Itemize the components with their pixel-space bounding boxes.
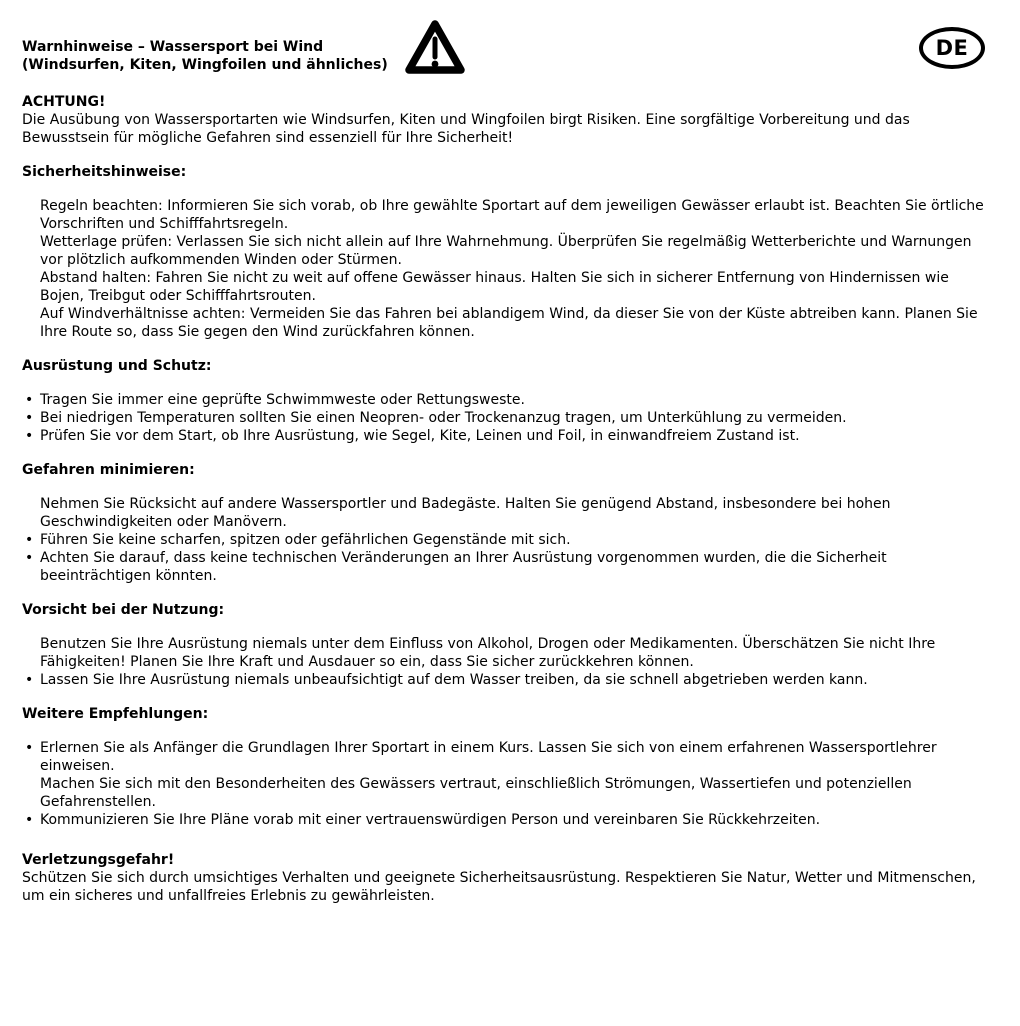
list-item: • Kommunizieren Sie Ihre Pläne vorab mit einer vertrauenswürdigen Person und vereinbaren Sie Rückkehrzeiten. xyxy=(40,811,990,829)
section-heading: Sicherheitshinweise: xyxy=(22,164,187,180)
list-item: Abstand halten: Fahren Sie nicht zu weit auf offene Gewässer hinaus. Halten Sie sich in sicherer Entfernung von Hindernissen wie Bojen, Treibgut oder Schifffahrtsrouten. xyxy=(40,270,949,304)
list-item: Auf Windverhältnisse achten: Vermeiden Sie das Fahren bei ablandigem Wind, da dieser Sie von der Küste abtreiben kann. Planen Sie Ihre Route so, dass Sie gegen den Wind zurückfahren können. xyxy=(40,306,978,340)
list-item: Regeln beachten: Informieren Sie sich vorab, ob Ihre gewählte Sportart auf dem jeweiligen Gewässer erlaubt ist. Beachten Sie örtliche Vorschriften und Schifffahrtsregeln. xyxy=(40,198,984,232)
list-item: • Achten Sie darauf, dass keine technischen Veränderungen an Ihrer Ausrüstung vorgenommen wurden, die die Sicherheit beeinträchtigen könnten. xyxy=(40,549,990,585)
section-heading: Vorsicht bei der Nutzung: xyxy=(22,602,225,618)
section-achtung xyxy=(22,93,990,147)
section-content xyxy=(40,739,990,829)
language-badge xyxy=(919,27,985,69)
list-item: Machen Sie sich mit den Besonderheiten des Gewässers vertraut, einschließlich Strömungen, Wassertiefen und potenziellen Gefahrenstellen. xyxy=(40,776,912,810)
section-vorsicht-bei-der-nutzung xyxy=(22,601,990,689)
section-ausruestung-und-schutz xyxy=(22,357,990,445)
section-heading: Gefahren minimieren: xyxy=(22,462,195,478)
section-content xyxy=(40,495,990,585)
paragraph: Schützen Sie sich durch umsichtiges Verhalten und geeignete Sicherheitsausrüstung. Respektieren Sie Natur, Wetter und Mitmenschen, um ein sicheres und unfallfreies Erlebnis zu gewährleisten. xyxy=(22,870,976,904)
paragraph: Die Ausübung von Wassersportarten wie Windsurfen, Kiten und Wingfoilen birgt Risiken. Eine sorgfältige Vorbereitung und das Bewusstsein für mögliche Gefahren sind essenziell für Ihre Sicherheit! xyxy=(22,112,910,146)
title-line-2: (Windsurfen, Kiten, Wingfoilen und ähnliches) xyxy=(22,57,388,73)
list-item: • Erlernen Sie als Anfänger die Grundlagen Ihrer Sportart in einem Kurs. Lassen Sie sich von einem erfahrenen Wassersportlehrer einweisen. xyxy=(40,739,990,775)
section-content xyxy=(40,391,990,445)
list-item: • Tragen Sie immer eine geprüfte Schwimmweste oder Rettungsweste. xyxy=(40,391,990,409)
document-header xyxy=(22,38,990,93)
section-heading: Verletzungsgefahr! xyxy=(22,852,175,868)
section-content xyxy=(40,635,990,689)
list-item: Benutzen Sie Ihre Ausrüstung niemals unter dem Einfluss von Alkohol, Drogen oder Medikamenten. Überschätzen Sie nicht Ihre Fähigkeiten! Planen Sie Ihre Kraft und Ausdauer so ein, dass Sie sicher zurückkehren können. xyxy=(40,636,936,670)
list-item: • Lassen Sie Ihre Ausrüstung niemals unbeaufsichtigt auf dem Wasser treiben, da sie schnell abgetrieben werden kann. xyxy=(40,671,990,689)
language-badge-label: DE xyxy=(935,36,969,60)
section-weitere-empfehlungen xyxy=(22,705,990,829)
warning-triangle-icon xyxy=(403,17,467,79)
document-body xyxy=(22,93,990,905)
section-verletzungsgefahr xyxy=(22,851,990,905)
section-gefahren-minimieren xyxy=(22,461,990,585)
section-content xyxy=(40,197,990,341)
list-item: • Führen Sie keine scharfen, spitzen oder gefährlichen Gegenstände mit sich. xyxy=(40,531,990,549)
section-heading: Ausrüstung und Schutz: xyxy=(22,358,212,374)
section-heading: Weitere Empfehlungen: xyxy=(22,706,209,722)
section-heading: ACHTUNG! xyxy=(22,94,106,110)
section-sicherheitshinweise xyxy=(22,163,990,341)
list-item: • Prüfen Sie vor dem Start, ob Ihre Ausrüstung, wie Segel, Kite, Leinen und Foil, in einwandfreiem Zustand ist. xyxy=(40,427,990,445)
list-item: Wetterlage prüfen: Verlassen Sie sich nicht allein auf Ihre Wahrnehmung. Überprüfen Sie regelmäßig Wetterberichte und Warnungen vor plötzlich aufkommenden Winden oder Stürmen. xyxy=(40,234,972,268)
list-item: Nehmen Sie Rücksicht auf andere Wassersportler und Badegäste. Halten Sie genügend Abstand, insbesondere bei hohen Geschwindigkeiten oder Manövern. xyxy=(40,496,891,530)
title-line-1: Warnhinweise – Wassersport bei Wind xyxy=(22,39,324,55)
list-item: • Bei niedrigen Temperaturen sollten Sie einen Neopren- oder Trockenanzug tragen, um Unterkühlung zu vermeiden. xyxy=(40,409,990,427)
document-title xyxy=(22,38,990,74)
